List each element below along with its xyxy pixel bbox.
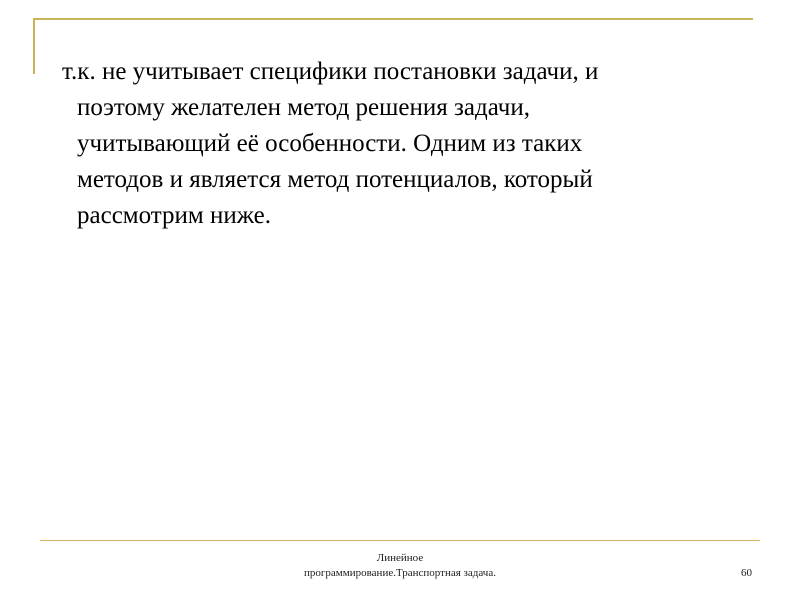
- page-number: 60: [741, 567, 752, 579]
- footer-divider: [40, 540, 760, 541]
- footer-title: Линейное программирование.Транспортная задача.: [304, 552, 496, 579]
- frame-left-border: [33, 18, 35, 74]
- slide-body-text: т.к. не учитывает специфики постановки задачи, и поэтому желателен метод решения задачи, учитывающий её особенности. Одним из таких методов и является метод потенциалов, который рассмотрим ниже.: [62, 58, 599, 229]
- frame-top-border: [33, 18, 753, 20]
